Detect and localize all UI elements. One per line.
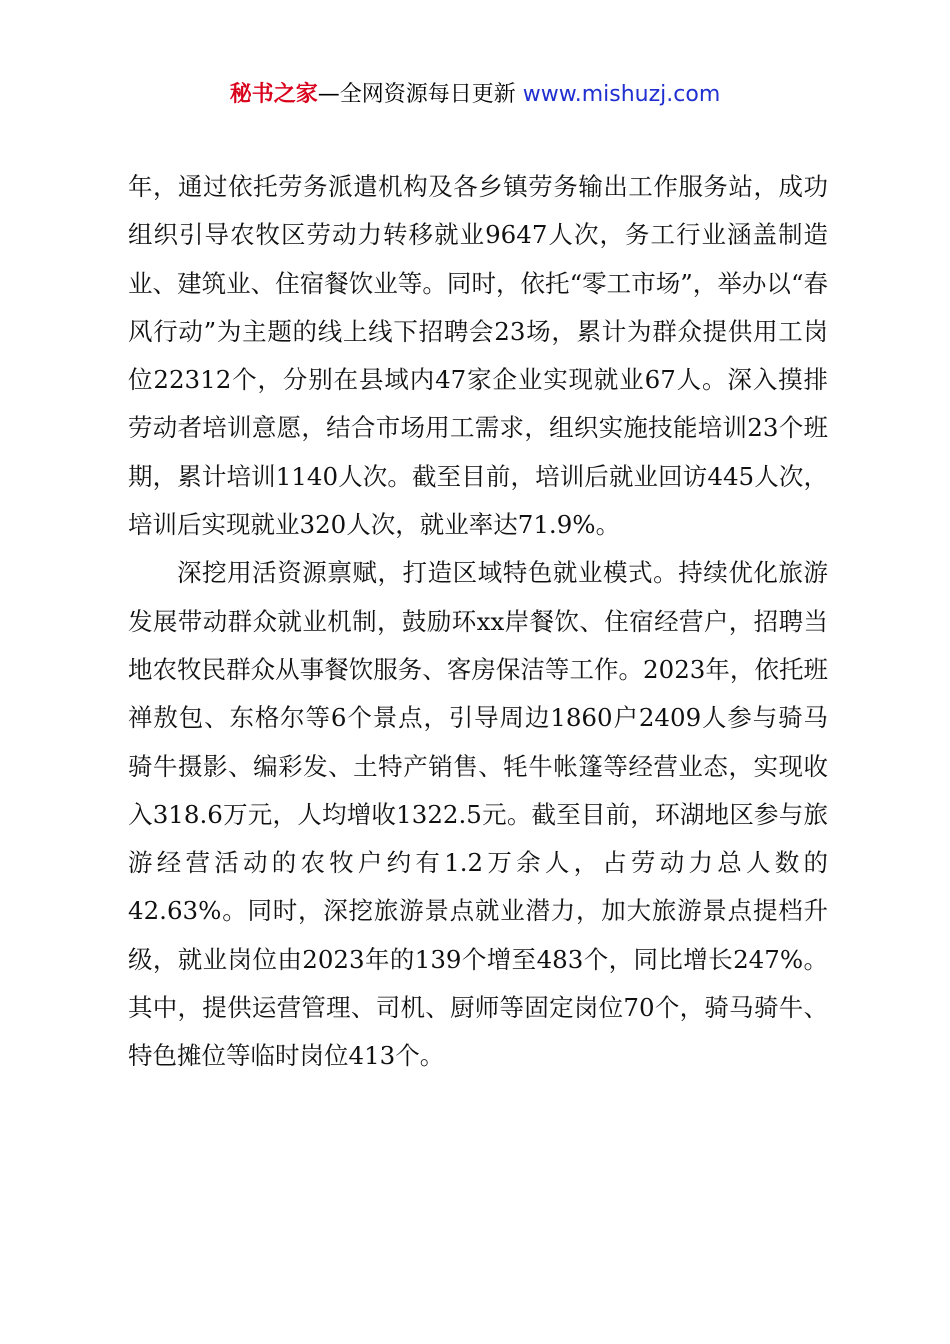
site-url-link[interactable]: www.mishuzj.com: [522, 82, 721, 107]
brand-name: 秘书之家: [229, 82, 318, 107]
paragraph-continuation: 年，通过依托劳务派遣机构及各乡镇劳务输出工作服务站，成功组织引导农牧区劳动力转移就业9647人次，务工行业涵盖制造业、建筑业、住宿餐饮业等。同时，依托“零工市场”，举办以“春风行动”为主题的线上线下招聘会23场，累计为群众提供用工岗位22312个，分别在县域内47家企业实现就业67人。深入摸排劳动者培训意愿，结合市场用工需求，组织实施技能培训23个班期，累计培训1140人次。截至目前，培训后就业回访445人次，培训后实现就业320人次，就业率达71.9%。: [128, 172, 828, 540]
document-body: [128, 163, 828, 1081]
page-header: [0, 78, 950, 112]
paragraph-tourism-employment: 深挖用活资源禀赋，打造区域特色就业模式。持续优化旅游发展带动群众就业机制，鼓励环xx岸餐饮、住宿经营户，招聘当地农牧民群众从事餐饮服务、客房保洁等工作。2023年，依托班禅敖包、东格尔等6个景点，引导周边1860户2409人参与骑马骑牛摄影、编彩发、土特产销售、牦牛帐篷等经营业态，实现收入318.6万元，人均增收1322.5元。截至目前，环湖地区参与旅游经营活动的农牧户约有1.2万余人，占劳动力总人数的42.63%。同时，深挖旅游景点就业潜力，加大旅游景点提档升级，就业岗位由2023年的139个增至483个，同比增长247%。其中，提供运营管理、司机、厨师等固定岗位70个，骑马骑牛、特色摊位等临时岗位413个。: [128, 558, 828, 1071]
header-tagline: —全网资源每日更新: [317, 82, 516, 107]
